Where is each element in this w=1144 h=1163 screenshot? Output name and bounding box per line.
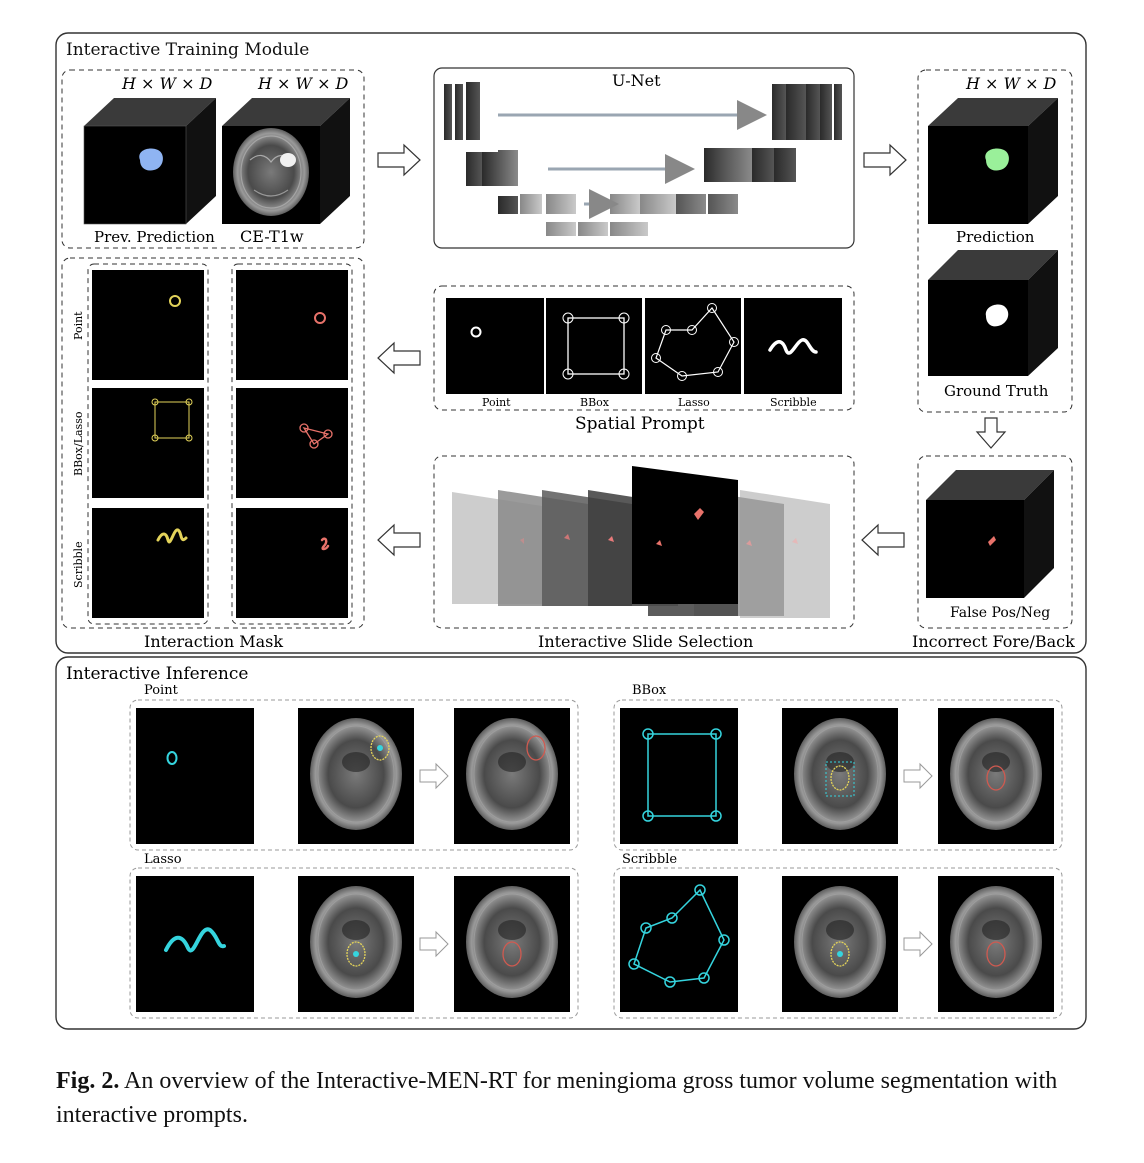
false-pos-neg-cube [926,470,1054,598]
training-module-title: Interactive Training Module [66,40,310,60]
image-label: CE-T1w [240,227,304,246]
arrow-to-unet [378,145,420,175]
inference-label-point: Point [144,683,178,698]
ground-truth-label: Ground Truth [944,382,1049,400]
mri-tumor [280,153,296,167]
ground-truth-cube [928,250,1058,376]
prev-prediction-label: Prev. Prediction [94,228,215,246]
prompt-image [620,708,738,844]
inference-panel-lasso [130,868,578,1018]
arrow-to-prediction [864,145,906,175]
false-pos-neg-label: False Pos/Neg [950,605,1051,621]
spatial-prompt-title: Spatial Prompt [575,414,705,434]
inference-label-scribble: Scribble [622,852,678,867]
arrow-to-slide-selection [862,525,904,555]
mask-row-label-bbox-lasso: BBox/Lasso [72,411,85,476]
output-dims-label: H × W × D [966,74,1057,93]
ce-t1w-cube [222,98,350,224]
prediction-group [918,70,1072,412]
unet-block [434,68,854,248]
inference-panel-scribble [614,868,1062,1018]
caption-text: An overview of the Interactive-MEN-RT for meningioma gross tumor volume segmentation with interactive prompts. [56,1068,1058,1128]
arrow-to-mask-from-prompt [378,343,420,373]
inference-arrow [904,932,932,956]
input-dims-label-2: H × W × D [258,74,349,93]
prediction-cube [928,98,1058,224]
incorrect-title: Incorrect Fore/Back [912,632,1075,651]
caption-label: Fig. 2. [56,1068,120,1094]
arrow-down-to-incorrect [977,418,1005,448]
interaction-mask-group [62,258,364,628]
inference-arrow [420,764,448,788]
figure-caption [56,1064,1096,1132]
prompt-image [136,708,254,844]
inference-arrow [420,932,448,956]
prediction-label: Prediction [956,228,1035,246]
inference-panel-bbox [614,700,1062,850]
mask-row-label-point: Point [72,311,85,340]
prompt-label-bbox: BBox [580,396,609,409]
mri-brain-slice [233,128,309,216]
prev-prediction-cube [84,98,216,224]
input-volumes-group [62,70,364,248]
prompt-label-lasso: Lasso [678,396,710,409]
inference-label-bbox: BBox [632,683,667,698]
spatial-prompt-group [434,286,854,410]
incorrect-group [918,456,1072,628]
slide-selection-group [434,456,854,628]
inference-panels [130,700,1062,1018]
slide-selection-title: Interactive Slide Selection [538,632,754,651]
arrow-to-mask-from-slides [378,525,420,555]
inference-panel-point [130,700,578,850]
prompt-label-point: Point [482,396,511,409]
unet-label: U-Net [612,71,661,90]
input-dims-label: H × W × D [122,74,213,93]
inference-title: Interactive Inference [66,664,249,684]
inference-arrow [904,764,932,788]
mask-row-label-scribble: Scribble [72,541,85,588]
interaction-mask-title: Interaction Mask [144,632,284,651]
selected-slide [632,466,738,604]
inference-label-lasso: Lasso [144,852,182,867]
prompt-label-scribble: Scribble [770,396,817,409]
